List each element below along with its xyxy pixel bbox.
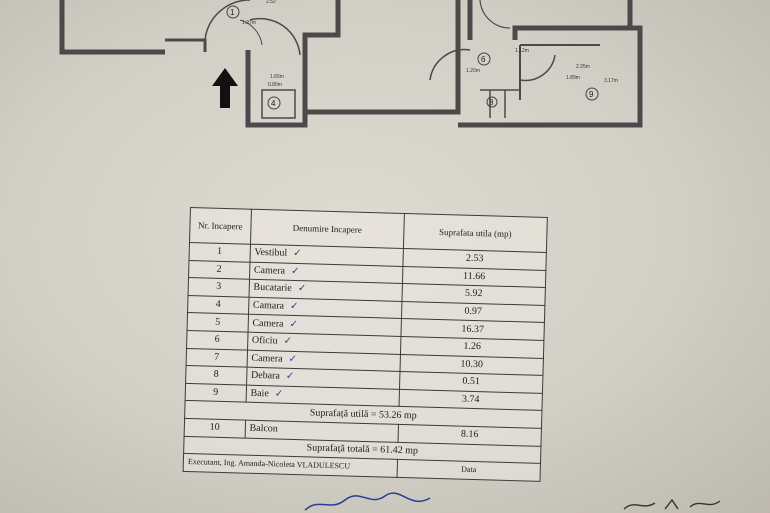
room-area: 11.66	[402, 266, 545, 288]
plan-room-number: 9	[589, 90, 594, 99]
room-name: Debara	[250, 370, 281, 383]
room-name: Bucatarie	[253, 282, 292, 295]
plan-wall-bath-block	[458, 28, 640, 125]
check-mark-icon: ✓	[293, 248, 302, 260]
room-name: Balcon	[245, 420, 399, 442]
plan-room-number: 8	[489, 98, 494, 107]
plan-door-arc-6	[480, 0, 510, 28]
plan-wall-left-room	[62, 0, 165, 52]
header-room-number: Nr. Incapere	[190, 208, 252, 245]
plan-dimension: 1.12m	[515, 48, 529, 54]
check-mark-icon: ✓	[285, 371, 295, 383]
handwriting-scribble-icon	[620, 495, 730, 513]
plan-room-number: 6	[481, 55, 486, 64]
check-mark-icon: ✓	[290, 265, 300, 277]
room-number: 6	[187, 330, 248, 349]
plan-wall-partition	[520, 45, 600, 100]
useful-area-total: Suprafață utilă = 53.26 mp	[185, 401, 542, 429]
header-room-area: Suprafata utila (mp)	[403, 213, 547, 252]
grand-total-area: Suprafață totală = 61.42 mp	[184, 436, 541, 464]
room-area-table	[183, 207, 548, 482]
header-room-name: Denumire Incapere	[250, 209, 404, 248]
plan-dimension: 1.97m	[242, 20, 256, 26]
room-name: Baie	[250, 387, 269, 400]
room-name: Camara	[252, 299, 285, 312]
check-mark-icon: ✓	[289, 318, 299, 330]
check-mark-icon: ✓	[283, 335, 293, 348]
plan-wall-inner	[165, 40, 205, 52]
room-name: Oficiu	[251, 335, 278, 347]
room-name: Vestibul	[254, 247, 288, 260]
check-mark-icon: ✓	[289, 300, 299, 313]
room-number: 10	[184, 418, 245, 437]
plan-dimension: 1.89m	[566, 75, 580, 81]
room-name: Camera	[252, 317, 284, 330]
plan-room-number: 1	[230, 8, 235, 17]
plan-door-arc-4	[430, 50, 470, 80]
plan-dimension: 2.52	[266, 0, 276, 5]
room-number: 3	[188, 278, 249, 297]
room-number: 2	[189, 260, 250, 279]
room-name: Camera	[251, 352, 283, 365]
room-area: 3.74	[399, 389, 542, 411]
room-area: 8.16	[398, 424, 541, 446]
plan-dimension: 2.25m	[576, 64, 590, 70]
check-mark-icon: ✓	[288, 353, 298, 365]
plan-wall-room-4	[262, 90, 295, 118]
room-area: 0.51	[399, 372, 542, 394]
room-number: 4	[188, 295, 249, 314]
room-area: 5.92	[402, 284, 545, 306]
plan-dimension: 0.80m	[268, 82, 282, 88]
room-number: 5	[187, 313, 248, 332]
plan-room-number: 4	[271, 99, 276, 108]
room-area: 16.37	[401, 319, 544, 341]
room-area: 0.97	[401, 301, 544, 323]
plan-door-arc-5	[520, 55, 555, 80]
plan-door-arc-2	[250, 19, 300, 55]
room-name: Camera	[253, 264, 286, 277]
room-area-table-wrap	[183, 207, 548, 482]
entry-arrow-icon	[212, 68, 238, 108]
signature-icon	[300, 492, 460, 513]
room-number: 7	[186, 348, 247, 367]
room-number: 9	[185, 383, 246, 402]
plan-dimension: 1.20m	[466, 68, 480, 74]
room-number: 1	[189, 243, 250, 262]
date-label: Data	[397, 460, 540, 482]
plan-wall-small-rooms	[480, 90, 520, 118]
floor-plan	[0, 0, 770, 150]
check-mark-icon: ✓	[274, 388, 284, 400]
room-area: 2.53	[403, 248, 546, 270]
room-area: 1.26	[400, 336, 543, 358]
room-area: 10.30	[400, 354, 543, 376]
plan-dimension: 1.65m	[270, 74, 284, 80]
executant-name: Executant, Ing. Amanda-Nicoleta VLADULESCU	[183, 454, 397, 478]
plan-wall-main-room	[305, 0, 458, 112]
check-mark-icon: ✓	[297, 283, 307, 295]
plan-dimension: 3.17m	[604, 78, 618, 84]
room-number: 8	[186, 366, 247, 385]
